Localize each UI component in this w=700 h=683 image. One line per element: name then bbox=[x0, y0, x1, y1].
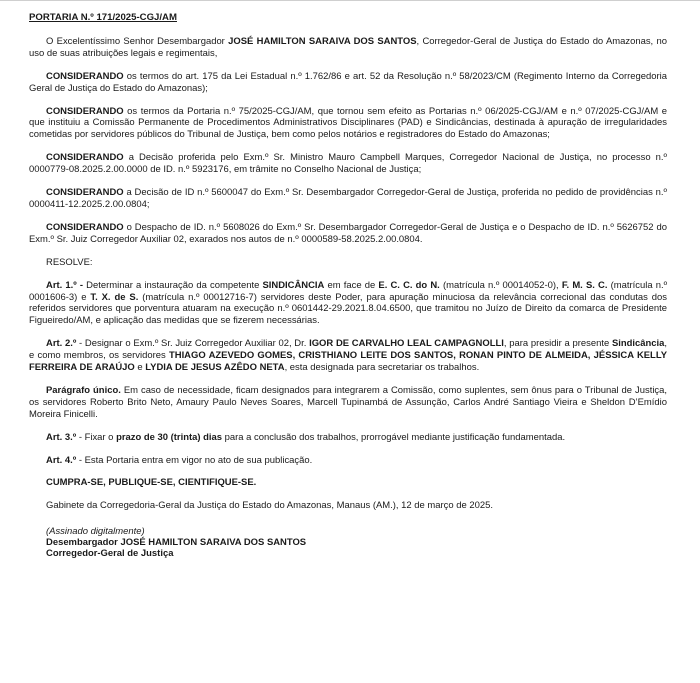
intro-paragraph: O Excelentíssimo Senhor Desembargador JOSÉ HAMILTON SARAIVA DOS SANTOS, Corregedor-Geral de Justiça do Estado do Amazonas, no uso de suas atribuições legais e regimentais, bbox=[29, 35, 667, 59]
article-4: Art. 4.º - Esta Portaria entra em vigor no ato de sua publicação. bbox=[46, 454, 313, 466]
considerando-3: CONSIDERANDO a Decisão proferida pelo Exm.º Sr. Ministro Mauro Campbell Marques, Corregedor Nacional de Justiça, no processo n.º 0000779-08.2025.2.00.0000 de ID. n.º 5923176, em trâmite no Conselho Nacional de Justiça; bbox=[29, 152, 667, 176]
considerando-4: CONSIDERANDO a Decisão de ID n.º 5600047 do Exm.º Sr. Desembargador Corregedor-Geral de Justiça, proferida no pedido de providências n.º 0000411-12.2025.2.00.0804; bbox=[29, 187, 667, 210]
digital-signature-note: (Assinado digitalmente) bbox=[46, 526, 145, 538]
considerando-1: CONSIDERANDO os termos do art. 175 da Lei Estadual n.º 1.762/86 e art. 52 da Resolução n.º 58/2023/CM (Regimento Interno da Corregedoria Geral de Justiça do Estado do Amazonas); bbox=[29, 70, 667, 94]
article-3: Art. 3.º - Fixar o prazo de 30 (trinta) dias para a conclusão dos trabalhos, prorrogável mediante justificação fundamentada. bbox=[46, 431, 566, 443]
signer-name: JOSÉ HAMILTON SARAIVA DOS SANTOS bbox=[228, 35, 417, 47]
document-body bbox=[29, 12, 667, 559]
document-title: PORTARIA N.º 171/2025-CGJ/AM bbox=[29, 12, 177, 23]
signature-block bbox=[29, 526, 667, 559]
considerando-2: CONSIDERANDO os termos da Portaria n.º 75/2025-CGJ/AM, que tornou sem efeito as Portarias n.º 06/2025-CGJ/AM e n.º 07/2025-CGJ/AM e que instituiu a Comissão Permanente de Procedimentos Administrativos Disciplinares (PAD) e Sindicâncias, destinada à apuração de irregularidades cometidas por servidores públicos do Tribunal de Justiça, bem como pelos notários e registradores do Estado do Amazonas; bbox=[29, 105, 667, 141]
signature-role: Corregedor-Geral de Justiça bbox=[46, 548, 174, 560]
paragrafo-unico: Parágrafo único. Em caso de necessidade, ficam designados para integrarem a Comissão, como suplentes, sem ônus para o Tribunal de Justiça, os servidores Roberto Brito Neto, Amaury Paulo Neves Soares, Marcell Tupinambá de Assunção, Carlos André Santiago Vieira e Sheldon D’Emídio Moreira Finicelli. bbox=[29, 384, 667, 420]
article-2: Art. 2.º - Designar o Exm.º Sr. Juiz Corregedor Auxiliar 02, Dr. IGOR DE CARVALHO LEAL CAMPAGNOLLI, para presidir a presente Sindicância, e como membros, os servidores THIAGO AZEVEDO GOMES, CRISTHIANO LEITE DOS SANTOS, RONAN PINTO DE ALMEIDA, JÉSSICA KELLY FERREIRA DE ARAÚJO e LYDIA DE JESUS AZÊDO NETA, esta designada para secretariar os trabalhos. bbox=[29, 338, 668, 374]
resolve-heading: RESOLVE: bbox=[46, 256, 93, 268]
considerando-5: CONSIDERANDO o Despacho de ID. n.º 5608026 do Exm.º Sr. Desembargador Corregedor-Geral de Justiça e o Despacho de ID. n.º 5626752 do Exm.º Sr. Juiz Corregedor Auxiliar 02, exarados nos autos de n.º 0000589-58.2025.2.00.0804. bbox=[29, 221, 667, 245]
top-divider bbox=[0, 0, 700, 1]
gabinete-date-line: Gabinete da Corregedoria-Geral da Justiça do Estado do Amazonas, Manaus (AM.), 12 de março de 2025. bbox=[46, 500, 493, 512]
cumpra-se: CUMPRA-SE, PUBLIQUE-SE, CIENTIFIQUE-SE. bbox=[46, 477, 257, 489]
article-1: Art. 1.º - Determinar a instauração da competente SINDICÂNCIA em face de E. C. C. do N. (matrícula n.º 00014052-0), F. M. S. C. (matrícula n.º 0001606-3) e T. X. de S. (matrícula n.º 00012716-7) servidores deste Poder, para apuração minuciosa da relevância correcional das condutas dos referidos servidores que porventura atuaram na execução n.º 0601442-29.2021.8.04.6500, que tramitou no Juízo de Direito da comarca de Presidente Figueiredo/AM, e aplicação das medidas que se fizerem necessárias. bbox=[29, 279, 668, 327]
signature-name: Desembargador JOSÉ HAMILTON SARAIVA DOS SANTOS bbox=[46, 537, 307, 549]
